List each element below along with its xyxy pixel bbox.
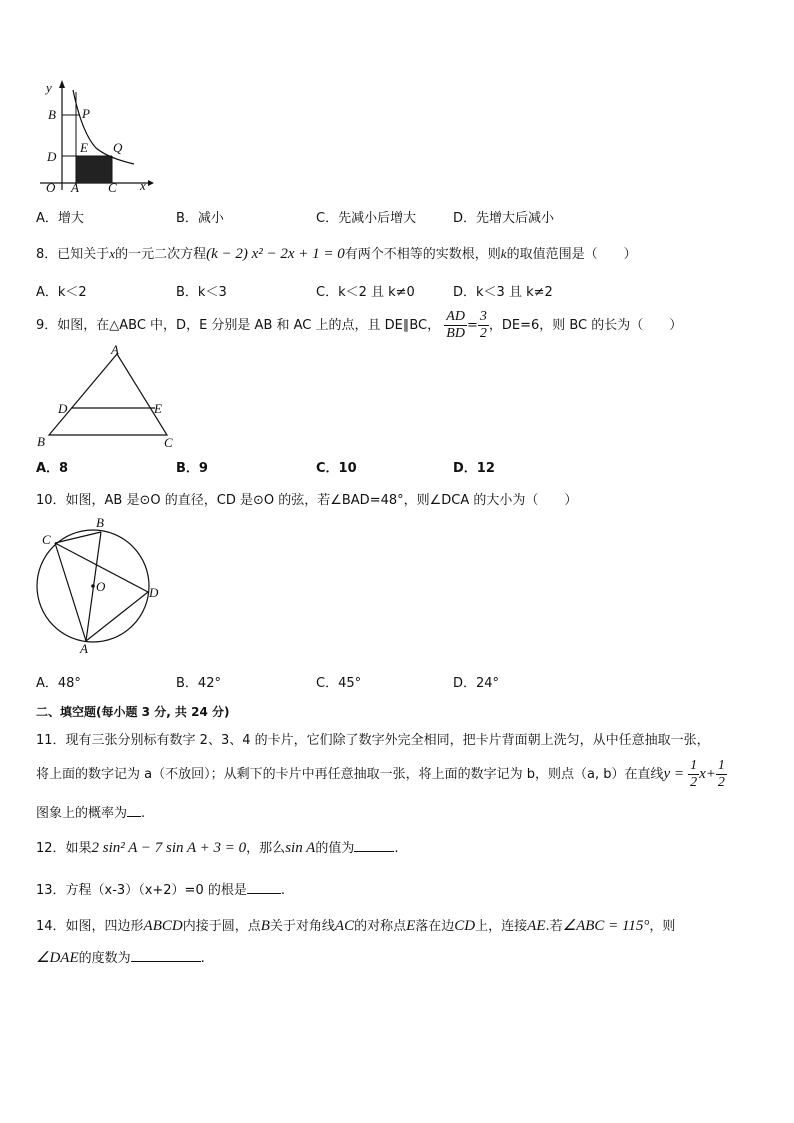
q11-frac-b-num: 1 (717, 758, 725, 773)
q8-var-x: x (109, 246, 116, 261)
q14-text-line2: 的度数为 (78, 951, 131, 966)
q8-var-k: k (500, 246, 507, 261)
q12-question (36, 837, 399, 857)
q9-label-c: C (164, 435, 173, 450)
q14-angle: ∠ABC = 115° (562, 918, 650, 934)
q9-label-a: A (111, 344, 119, 357)
q12-suffix: 的值为 (315, 841, 355, 856)
q11-line3-text: 图象上的概率为 (36, 806, 128, 821)
q7-option-d[interactable]: D．先增大后减小 (453, 211, 555, 226)
q14-text-a: 14．如图，四边形 (36, 919, 144, 934)
q10-label-o: O (96, 579, 106, 594)
q9-label-b: B (37, 434, 45, 449)
q8-option-d[interactable]: D．k＜3 且 k≠2 (453, 285, 553, 300)
q7-option-c[interactable]: C．先减小后增大 (316, 211, 417, 226)
q9-frac1-num: AD (446, 309, 465, 324)
q8-option-c[interactable]: C．k＜2 且 k≠0 (316, 285, 415, 300)
q13-text: 13．方程（x-3）（x+2）=0 的根是 (36, 883, 247, 898)
q14-text-d: 的对称点 (354, 919, 407, 934)
q12-prefix: 12．如果 (36, 841, 92, 856)
q7-label-q: Q (113, 140, 123, 155)
q11-frac-a-num: 1 (690, 758, 698, 773)
q14-text-b: 内接于圆，点 (182, 919, 261, 934)
q11-fraction-a (688, 758, 699, 791)
q9-eq: = (466, 318, 478, 333)
q14-line2 (36, 947, 205, 967)
q14-angle-dae: ∠DAE (36, 950, 79, 966)
q10-option-b[interactable]: B．42° (176, 676, 221, 691)
q7-label-y: y (46, 80, 52, 95)
q14-line1 (36, 915, 675, 935)
q14-end: . (200, 951, 205, 966)
q10-label-a: A (80, 641, 88, 654)
q11-line3 (36, 802, 145, 821)
q7-figure (36, 78, 156, 196)
q14-ae: AE (527, 918, 546, 934)
q7-label-c: C (108, 180, 117, 195)
q11-end: . (141, 806, 146, 821)
q11-x-plus: x+ (699, 766, 716, 782)
q7-label-d: D (47, 149, 57, 164)
q8-question (36, 243, 637, 263)
q12-equation: 2 sin² A − 7 sin A + 3 = 0 (91, 840, 247, 856)
q11-line2-text: 将上面的数字记为 a（不放回）；从剩下的卡片中再任意抽取一张，将上面的数字记为 b，则点（a, b）在直线 (36, 767, 664, 782)
section2-title: 二、填空题(每小题 3 分, 共 24 分) (36, 705, 230, 719)
q14-text-h: ，则 (649, 919, 676, 934)
q11-fraction-b (716, 758, 727, 791)
q10-label-d: D (149, 585, 159, 600)
q14-text-e: 落在边 (415, 919, 455, 934)
q9-option-b[interactable]: B．9 (176, 461, 208, 476)
q9-suffix: ，DE=6，则 BC 的长为（ ） (488, 318, 683, 333)
q11-answer-blank[interactable] (127, 804, 141, 817)
q11-line1: 11．现有三张分别标有数字 2、3、4 的卡片，它们除了数字外完全相同，把卡片背面朝上洗匀，从中任意抽取一张， (36, 733, 710, 748)
q12-end: . (394, 841, 399, 856)
q14-text-g: .若 (545, 919, 563, 934)
q14-text-c: 关于对角线 (269, 919, 335, 934)
q7-option-a[interactable]: A．增大 (36, 211, 84, 226)
q8-prefix: 8．已知关于 (36, 247, 110, 262)
q14-text-f: 上，连接 (475, 919, 528, 934)
q13-end: . (280, 883, 285, 898)
q11-frac-b-den: 2 (717, 775, 725, 790)
q8-option-a[interactable]: A．k＜2 (36, 285, 87, 300)
q8-suffix2: 的取值范围是（ ） (506, 247, 637, 262)
q10-option-a[interactable]: A．48° (36, 676, 81, 691)
q7-label-b: B (48, 107, 56, 122)
q7-option-b[interactable]: B．减小 (176, 211, 224, 226)
q9-question (36, 306, 682, 346)
q10-label-c: C (42, 532, 51, 547)
q10-figure (30, 514, 170, 654)
q7-label-e: E (80, 140, 88, 155)
q11-y-eq: y = (663, 766, 684, 782)
q13-answer-blank[interactable] (247, 881, 281, 894)
q10-label-b: B (96, 515, 104, 530)
q12-answer-blank[interactable] (354, 839, 394, 852)
q10-question: 10．如图，AB 是⊙O 的直径，CD 是⊙O 的弦，若∠BAD=48°，则∠DCA 的大小为（ ） (36, 493, 578, 508)
q10-option-c[interactable]: C．45° (316, 676, 362, 691)
q14-abcd: ABCD (143, 918, 183, 934)
q9-fraction-ad-bd (444, 309, 467, 342)
q7-label-p: P (82, 106, 90, 121)
q12-expr: sin A (285, 840, 316, 856)
q8-suffix1: 有两个不相等的实数根，则 (344, 247, 501, 262)
q9-prefix: 9．如图，在△ABC 中，D，E 分别是 AB 和 AC 上的点，且 DE∥BC， (36, 318, 441, 333)
q9-fraction-3-2 (478, 309, 489, 342)
q9-frac2-den: 2 (479, 326, 487, 341)
q14-ac: AC (334, 918, 355, 934)
q9-option-d[interactable]: D．12 (453, 461, 495, 476)
q11-line2 (36, 754, 727, 794)
q14-answer-blank[interactable] (131, 949, 201, 962)
q11-frac-a-den: 2 (690, 775, 698, 790)
q9-option-c[interactable]: C．10 (316, 461, 357, 476)
q12-mid: ，那么 (246, 841, 286, 856)
q8-mid: 的一元二次方程 (115, 247, 207, 262)
q7-label-a: A (71, 180, 79, 195)
q9-frac1-den: BD (446, 326, 465, 341)
q14-cd: CD (454, 918, 476, 934)
q7-label-o: O (46, 180, 56, 195)
q9-figure (34, 344, 179, 450)
q9-option-a[interactable]: A．8 (36, 461, 69, 476)
q9-frac2-num: 3 (479, 309, 487, 324)
q8-equation: (k − 2) x² − 2x + 1 = 0 (206, 246, 345, 262)
q7-label-x: x (140, 178, 146, 193)
q14-e: E (406, 918, 416, 934)
q14-b: B (260, 918, 270, 934)
q10-option-d[interactable]: D．24° (453, 676, 500, 691)
q9-label-d: D (58, 401, 68, 416)
q9-label-e: E (154, 401, 162, 416)
q8-option-b[interactable]: B．k＜3 (176, 285, 227, 300)
q13-question (36, 879, 285, 898)
